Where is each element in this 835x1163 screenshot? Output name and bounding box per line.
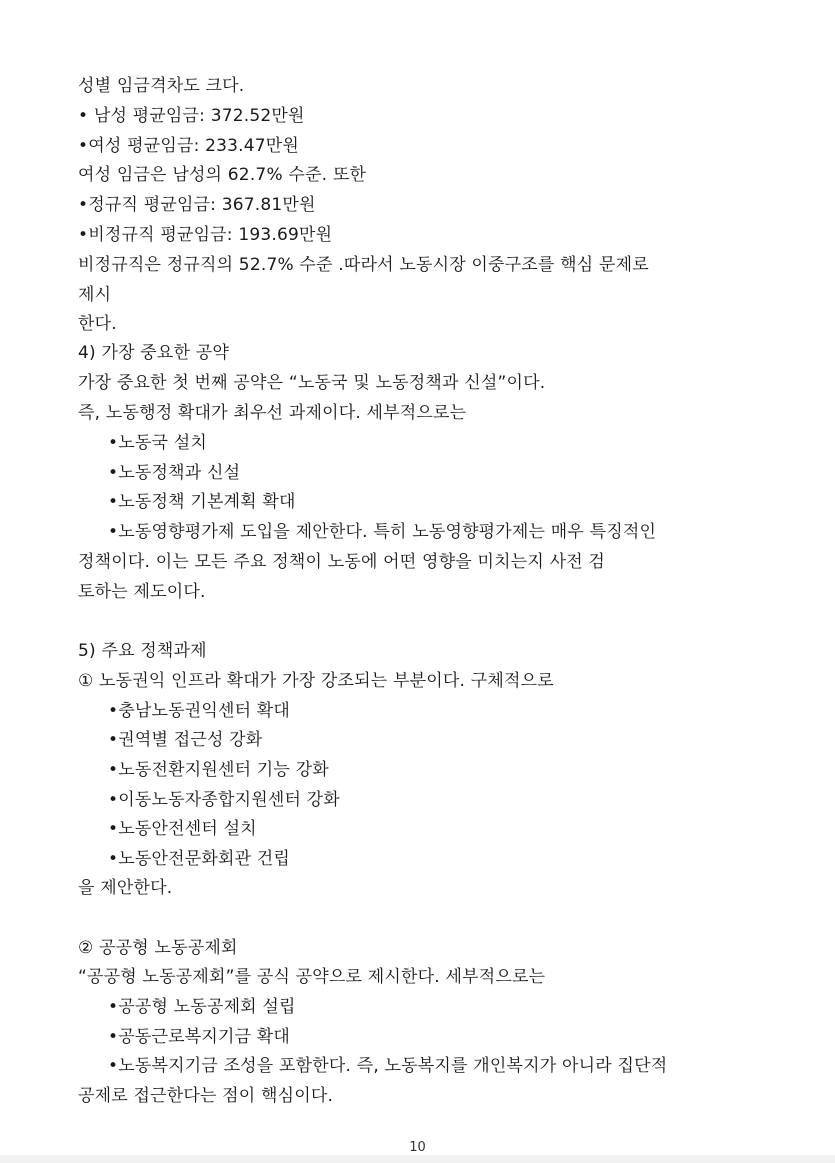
bullet-line: •충남노동권익센터 확대 — [108, 701, 291, 721]
section-heading: 5) 주요 정책과제 — [78, 641, 207, 661]
bullet-line: •노동안전문화회관 건립 — [108, 849, 291, 869]
bullet-line: •공공형 노동공제회 설립 — [108, 997, 296, 1017]
section-heading: 4) 가장 중요한 공약 — [78, 343, 230, 363]
bullet-line: •비정규직 평균임금: 193.69만원 — [78, 225, 333, 245]
bullet-line: •노동전환지원센터 기능 강화 — [108, 760, 329, 780]
bullet-line: •권역별 접근성 강화 — [108, 730, 263, 750]
text-line: “공공형 노동공제회”를 공식 공약으로 제시한다. 세부적으로는 — [78, 967, 546, 987]
bullet-line: •공동근로복지기금 확대 — [108, 1027, 291, 1047]
text-line: 가장 중요한 첫 번째 공약은 “노동국 및 노동정책과 신설”이다. — [78, 373, 546, 393]
text-line: 정책이다. 이는 모든 주요 정책이 노동에 어떤 영향을 미치는지 사전 검 — [78, 552, 606, 572]
page-number: 10 — [409, 1140, 426, 1155]
subsection-heading: ② 공공형 노동공제회 — [78, 938, 238, 958]
bullet-line: •정규직 평균임금: 367.81만원 — [78, 195, 316, 215]
bullet-line: • 남성 평균임금: 372.52만원 — [78, 106, 305, 126]
bullet-line: •노동정책 기본계획 확대 — [108, 492, 296, 512]
text-line: 비정규직은 정규직의 52.7% 수준 .따라서 노동시장 이중구조를 핵심 문제로 — [78, 255, 649, 275]
bullet-line: •이동노동자종합지원센터 강화 — [108, 790, 340, 810]
subsection-heading: ① 노동권익 인프라 확대가 가장 강조되는 부분이다. 구체적으로 — [78, 671, 554, 691]
bullet-line: •노동복지기금 조성을 포함한다. 즉, 노동복지를 개인복지가 아니라 집단적 — [108, 1056, 668, 1076]
bullet-line: •노동정책과 신설 — [108, 463, 241, 483]
page-bottom-edge — [0, 1155, 835, 1163]
text-line: 을 제안한다. — [78, 878, 173, 898]
text-line: 성별 임금격차도 크다. — [78, 76, 245, 96]
text-line: 한다. — [78, 314, 117, 334]
text-line: 제시 — [78, 285, 112, 305]
bullet-line: •노동안전센터 설치 — [108, 819, 257, 839]
bullet-line: •노동국 설치 — [108, 433, 207, 453]
text-line: 토하는 제도이다. — [78, 582, 206, 602]
text-line: 공제로 접근한다는 점이 핵심이다. — [78, 1086, 334, 1106]
bullet-line: •여성 평균임금: 233.47만원 — [78, 136, 300, 156]
bullet-line: •노동영향평가제 도입을 제안한다. 특히 노동영향평가제는 매우 특징적인 — [108, 522, 657, 542]
text-line: 여성 임금은 남성의 62.7% 수준. 또한 — [78, 165, 367, 185]
text-line: 즉, 노동행정 확대가 최우선 과제이다. 세부적으로는 — [78, 403, 467, 423]
